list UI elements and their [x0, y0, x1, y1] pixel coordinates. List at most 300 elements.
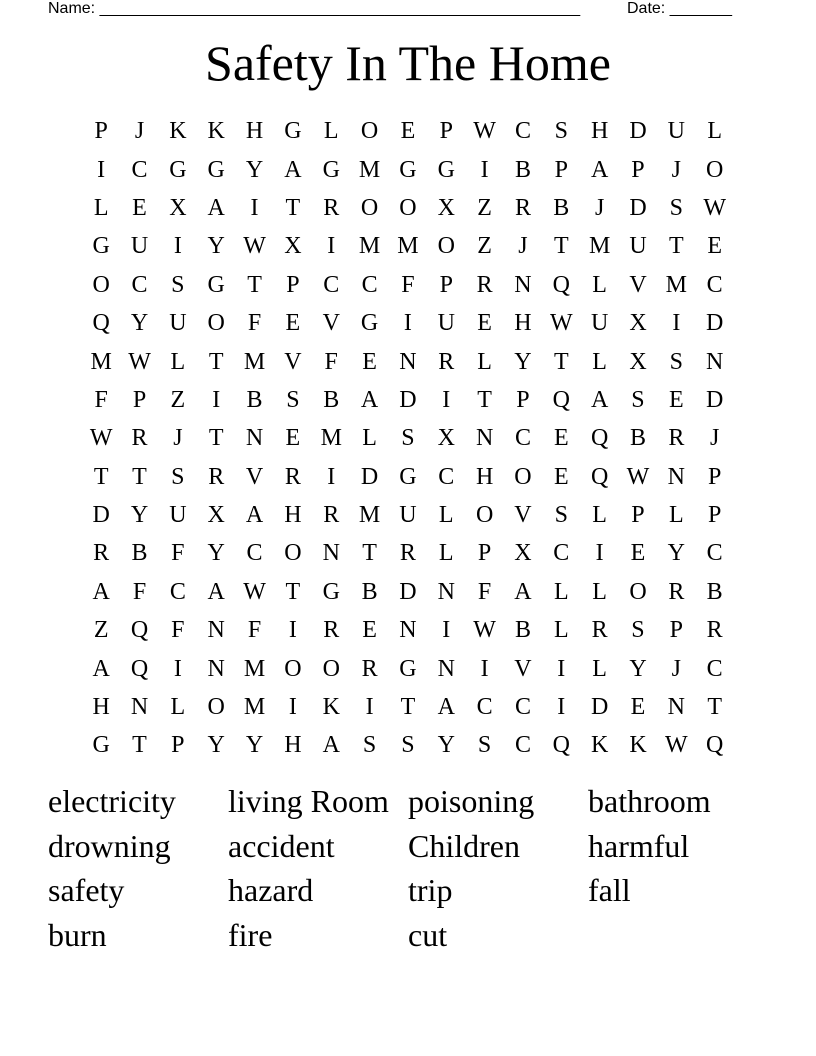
grid-letter: E [362, 348, 377, 375]
grid-letter: Q [706, 732, 724, 759]
grid-letter: W [128, 348, 151, 375]
grid-row [82, 227, 734, 265]
word-list-item: bathroom [588, 783, 711, 819]
grid-letter: G [207, 156, 225, 183]
date-field[interactable]: Date: _______ [627, 0, 732, 17]
grid-letter: Q [552, 271, 570, 298]
grid-letter: O [514, 463, 532, 490]
grid-letter: N [437, 655, 455, 682]
grid-letter: U [399, 502, 417, 529]
grid-row [82, 573, 734, 611]
grid-letter: R [706, 617, 723, 644]
grid-letter: L [592, 502, 607, 529]
grid-letter: I [403, 310, 412, 337]
grid-letter: L [170, 694, 186, 721]
grid-letter: F [171, 540, 185, 567]
grid-letter: O [207, 310, 225, 337]
grid-letter: G [399, 463, 417, 490]
grid-letter: M [358, 156, 381, 183]
grid-row [82, 534, 734, 572]
grid-letter: U [169, 310, 187, 337]
grid-letter: F [247, 617, 262, 644]
grid-letter: G [399, 156, 417, 183]
grid-letter: L [477, 348, 492, 375]
grid-letter: P [707, 502, 722, 529]
grid-letter: B [706, 578, 723, 605]
grid-letter: R [668, 578, 685, 605]
grid-row [82, 688, 734, 726]
grid-letter: R [514, 194, 531, 221]
grid-letter: I [557, 655, 566, 682]
grid-letter: U [169, 502, 187, 529]
grid-letter: T [208, 425, 224, 452]
grid-letter: T [707, 694, 722, 721]
grid-row [82, 649, 734, 687]
grid-letter: M [397, 233, 419, 260]
grid-letter: D [629, 194, 647, 221]
grid-letter: C [706, 655, 723, 682]
grid-row [82, 496, 734, 534]
grid-letter: G [437, 156, 455, 183]
grid-letter: T [285, 194, 301, 221]
grid-letter: L [438, 502, 454, 529]
grid-letter: C [246, 540, 263, 567]
grid-letter: B [323, 386, 340, 413]
grid-letter: H [245, 118, 264, 145]
grid-letter: E [362, 617, 377, 644]
grid-letter: E [630, 540, 646, 567]
grid-letter: D [706, 386, 724, 413]
grid-letter: F [401, 271, 415, 298]
grid-letter: C [514, 694, 531, 721]
grid-letter: G [360, 310, 379, 337]
grid-letter: E [477, 310, 492, 337]
grid-letter: P [707, 463, 722, 490]
grid-letter: T [400, 694, 416, 721]
grid-letter: X [629, 348, 647, 375]
grid-letter: G [284, 118, 302, 145]
grid-letter: V [284, 348, 302, 375]
grid-row [82, 150, 734, 188]
grid-letter: G [322, 578, 340, 605]
header-line [0, 0, 816, 20]
word-list-item: safety [48, 872, 125, 909]
grid-letter: S [631, 617, 645, 644]
grid-letter: U [629, 233, 647, 260]
grid-letter: L [170, 348, 186, 375]
grid-letter: E [553, 463, 569, 490]
grid-letter: X [284, 233, 302, 260]
grid-letter: Q [552, 732, 570, 759]
grid-letter: L [323, 118, 339, 145]
grid-letter: Y [437, 732, 455, 759]
grid-letter: I [442, 617, 451, 644]
grid-letter: Q [590, 425, 609, 452]
grid-letter: C [706, 540, 723, 567]
grid-letter: B [629, 425, 646, 452]
grid-letter: B [131, 540, 148, 567]
grid-letter: W [243, 233, 266, 260]
grid-letter: T [553, 233, 569, 260]
grid-letter: B [514, 156, 531, 183]
grid-letter: F [247, 310, 262, 337]
grid-letter: T [553, 348, 569, 375]
grid-letter: J [594, 194, 605, 221]
grid-letter: K [629, 732, 647, 759]
grid-letter: X [207, 502, 225, 529]
grid-letter: L [668, 502, 684, 529]
word-list-item: burn [48, 917, 107, 954]
grid-letter: Y [130, 310, 149, 337]
word-list-item: trip [408, 872, 453, 909]
grid-letter: J [134, 118, 145, 145]
grid-letter: C [514, 118, 531, 145]
grid-letter: U [667, 118, 685, 145]
grid-letter: S [401, 732, 415, 759]
word-list-item: living Room [228, 783, 389, 819]
grid-letter: S [631, 386, 645, 413]
grid-letter: O [92, 271, 110, 298]
grid-letter: P [631, 502, 645, 529]
grid-letter: W [473, 118, 496, 145]
grid-letter: W [549, 310, 573, 337]
grid-letter: E [707, 233, 722, 260]
grid-letter: M [243, 348, 266, 375]
word-search-grid [82, 112, 734, 765]
grid-letter: D [360, 463, 379, 490]
grid-letter: I [327, 463, 336, 490]
grid-letter: Q [590, 463, 609, 490]
grid-letter: I [365, 694, 374, 721]
name-field[interactable]: Name: ______________________________________________________ [48, 0, 581, 17]
grid-letter: P [554, 156, 568, 183]
grid-letter: Q [92, 310, 110, 337]
grid-letter: I [173, 233, 182, 260]
grid-letter: G [399, 655, 417, 682]
grid-letter: V [629, 271, 647, 298]
grid-letter: A [590, 386, 609, 413]
grid-letter: C [514, 732, 531, 759]
grid-letter: I [557, 694, 566, 721]
grid-letter: I [97, 156, 106, 183]
grid-letter: K [207, 118, 225, 145]
grid-letter: S [171, 463, 185, 490]
grid-letter: Y [207, 233, 225, 260]
grid-letter: D [590, 694, 609, 721]
grid-letter: I [250, 194, 259, 221]
grid-letter: R [323, 617, 340, 644]
grid-letter: Y [207, 732, 225, 759]
grid-letter: M [90, 348, 112, 375]
grid-letter: I [442, 386, 451, 413]
grid-letter: M [243, 694, 266, 721]
word-list-item: electricity [48, 783, 176, 819]
grid-letter: A [207, 578, 225, 605]
grid-letter: C [476, 694, 493, 721]
grid-letter: A [245, 502, 264, 529]
grid-letter: R [323, 194, 340, 221]
grid-letter: A [437, 694, 455, 721]
grid-letter: E [553, 425, 569, 452]
grid-letter: T [477, 386, 492, 413]
grid-letter: U [437, 310, 455, 337]
grid-letter: B [514, 617, 531, 644]
grid-letter: T [362, 540, 377, 567]
grid-letter: P [132, 386, 147, 413]
grid-letter: Q [552, 386, 570, 413]
grid-letter: T [668, 233, 684, 260]
grid-letter: P [286, 271, 300, 298]
grid-letter: Q [130, 617, 149, 644]
word-list-item: drowning [48, 827, 171, 864]
grid-letter: D [399, 386, 417, 413]
word-list-item: harmful [588, 827, 690, 864]
grid-letter: R [284, 463, 301, 490]
grid-letter: G [92, 233, 110, 260]
grid-row [82, 726, 734, 764]
grid-letter: C [553, 540, 570, 567]
grid-letter: L [553, 617, 569, 644]
grid-letter: J [671, 655, 681, 682]
grid-letter: L [592, 271, 607, 298]
grid-letter: K [322, 694, 340, 721]
grid-letter: S [554, 502, 568, 529]
grid-letter: I [173, 655, 182, 682]
grid-letter: P [477, 540, 492, 567]
grid-letter: P [669, 617, 683, 644]
grid-letter: P [94, 118, 108, 145]
grid-letter: Z [93, 617, 109, 644]
grid-letter: T [247, 271, 262, 298]
grid-letter: F [477, 578, 492, 605]
grid-row [82, 304, 734, 342]
grid-letter: W [703, 194, 726, 221]
grid-letter: S [362, 732, 377, 759]
grid-letter: D [92, 502, 110, 529]
grid-letter: W [243, 578, 266, 605]
grid-letter: A [92, 578, 110, 605]
grid-letter: I [212, 386, 221, 413]
grid-row [82, 189, 734, 227]
grid-letter: Y [667, 540, 685, 567]
grid-letter: S [401, 425, 415, 452]
grid-letter: F [171, 617, 185, 644]
grid-letter: G [322, 156, 340, 183]
grid-letter: S [669, 194, 683, 221]
grid-letter: L [707, 118, 722, 145]
grid-letter: H [514, 310, 532, 337]
grid-letter: N [667, 463, 685, 490]
grid-letter: I [672, 310, 681, 337]
grid-letter: O [360, 118, 379, 145]
grid-row [82, 266, 734, 304]
grid-letter: D [629, 118, 647, 145]
grid-letter: Z [170, 386, 186, 413]
grid-letter: A [322, 732, 340, 759]
grid-letter: R [131, 425, 148, 452]
grid-letter: S [669, 348, 683, 375]
word-list-item: hazard [228, 872, 314, 909]
grid-letter: H [92, 694, 110, 721]
grid-letter: H [284, 502, 302, 529]
grid-letter: W [89, 425, 113, 452]
grid-letter: J [173, 425, 183, 452]
grid-letter: P [171, 732, 185, 759]
grid-letter: H [590, 118, 609, 145]
grid-letter: O [284, 540, 302, 567]
grid-letter: K [169, 118, 187, 145]
grid-letter: N [437, 578, 455, 605]
grid-letter: W [665, 732, 688, 759]
grid-letter: S [554, 118, 568, 145]
grid-letter: N [706, 348, 724, 375]
grid-letter: M [588, 233, 611, 260]
grid-letter: P [516, 386, 530, 413]
grid-letter: P [631, 156, 645, 183]
grid-letter: D [399, 578, 417, 605]
grid-letter: T [132, 732, 147, 759]
grid-letter: R [668, 425, 685, 452]
grid-letter: Y [245, 156, 264, 183]
grid-letter: R [399, 540, 416, 567]
grid-letter: C [323, 271, 340, 298]
grid-row [82, 112, 734, 150]
grid-letter: N [667, 694, 685, 721]
grid-letter: E [285, 425, 301, 452]
grid-row [82, 342, 734, 380]
grid-letter: N [399, 617, 417, 644]
grid-letter: L [553, 578, 569, 605]
grid-letter: E [668, 386, 684, 413]
grid-letter: N [475, 425, 494, 452]
grid-letter: L [438, 540, 454, 567]
grid-letter: E [630, 694, 646, 721]
grid-letter: M [358, 502, 381, 529]
grid-letter: X [437, 425, 455, 452]
grid-letter: X [169, 194, 187, 221]
grid-letter: J [671, 156, 681, 183]
grid-letter: E [132, 194, 147, 221]
grid-letter: O [399, 194, 417, 221]
grid-letter: S [286, 386, 300, 413]
grid-letter: N [207, 655, 225, 682]
grid-letter: L [592, 348, 607, 375]
grid-row [82, 458, 734, 496]
grid-letter: N [130, 694, 149, 721]
grid-letter: C [131, 271, 148, 298]
word-list-item: accident [228, 827, 335, 864]
page-title: Safety In The Home [205, 35, 611, 91]
grid-letter: I [480, 655, 489, 682]
grid-letter: V [322, 310, 340, 337]
grid-letter: C [361, 271, 378, 298]
grid-letter: S [477, 732, 492, 759]
grid-letter: V [514, 655, 532, 682]
grid-letter: M [358, 233, 381, 260]
grid-letter: X [514, 540, 532, 567]
grid-letter: C [706, 271, 723, 298]
grid-letter: B [553, 194, 570, 221]
grid-letter: R [476, 271, 493, 298]
grid-letter: X [437, 194, 455, 221]
grid-letter: F [324, 348, 338, 375]
grid-letter: L [362, 425, 377, 452]
grid-letter: F [94, 386, 108, 413]
grid-letter: I [595, 540, 604, 567]
grid-row [82, 419, 734, 457]
grid-letter: A [590, 156, 609, 183]
grid-letter: I [288, 694, 297, 721]
grid-letter: A [207, 194, 225, 221]
grid-letter: R [591, 617, 608, 644]
grid-letter: M [665, 271, 687, 298]
grid-letter: N [207, 617, 225, 644]
grid-letter: T [208, 348, 224, 375]
grid-letter: O [629, 578, 647, 605]
grid-letter: O [437, 233, 455, 260]
grid-letter: C [514, 425, 531, 452]
grid-letter: K [590, 732, 609, 759]
grid-letter: N [514, 271, 532, 298]
grid-letter: N [245, 425, 264, 452]
grid-letter: N [322, 540, 340, 567]
grid-letter: C [438, 463, 455, 490]
word-list [48, 780, 768, 959]
grid-letter: B [246, 386, 263, 413]
grid-letter: G [92, 732, 110, 759]
grid-letter: R [323, 502, 340, 529]
grid-letter: P [439, 271, 453, 298]
grid-letter: I [327, 233, 336, 260]
grid-letter: O [360, 194, 379, 221]
grid-letter: T [285, 578, 301, 605]
grid-letter: R [208, 463, 225, 490]
grid-letter: O [706, 156, 724, 183]
grid-letter: I [288, 617, 297, 644]
grid-letter: C [169, 578, 186, 605]
grid-letter: J [710, 425, 720, 452]
grid-letter: O [475, 502, 494, 529]
grid-letter: L [93, 194, 109, 221]
grid-letter: C [131, 156, 148, 183]
grid-letter: O [322, 655, 340, 682]
grid-letter: G [169, 156, 187, 183]
grid-letter: D [706, 310, 724, 337]
word-list-item: poisoning [408, 783, 535, 819]
grid-letter: R [438, 348, 455, 375]
grid-letter: Y [629, 655, 647, 682]
grid-row [82, 381, 734, 419]
word-list-item: fire [228, 917, 273, 954]
grid-letter: L [592, 655, 607, 682]
grid-letter: W [473, 617, 496, 644]
grid-letter: Y [130, 502, 149, 529]
grid-letter: G [207, 271, 225, 298]
grid-letter: Y [207, 540, 225, 567]
grid-letter: U [130, 233, 149, 260]
grid-letter: Z [477, 194, 492, 221]
grid-letter: V [514, 502, 532, 529]
grid-letter: A [92, 655, 110, 682]
grid-letter: N [399, 348, 417, 375]
grid-letter: T [93, 463, 109, 490]
grid-letter: Y [514, 348, 532, 375]
grid-letter: Y [245, 732, 264, 759]
grid-letter: L [592, 578, 607, 605]
grid-letter: W [626, 463, 650, 490]
grid-row [82, 611, 734, 649]
grid-letter: M [320, 425, 342, 452]
